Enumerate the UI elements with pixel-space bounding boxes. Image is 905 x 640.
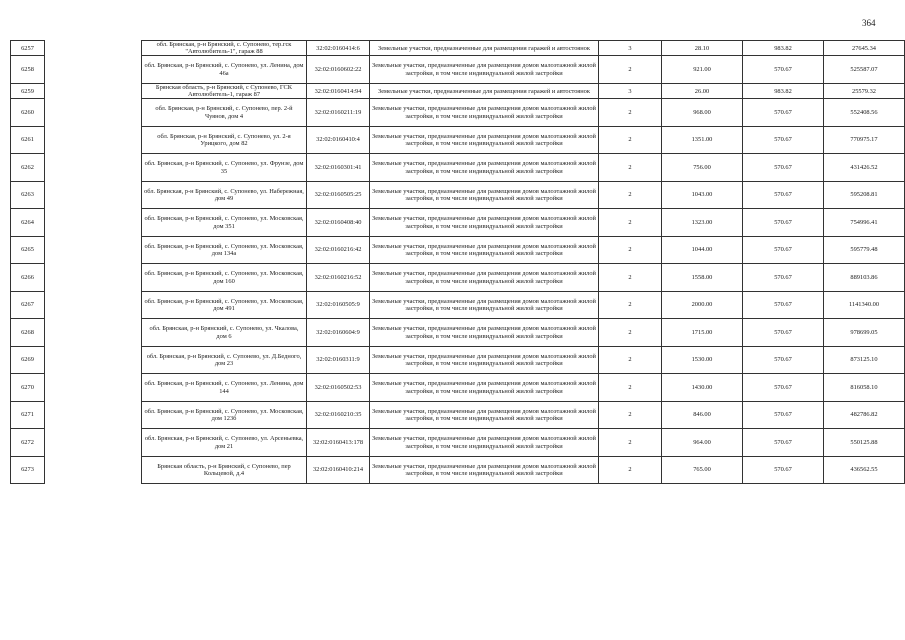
area-cell: 964.00 bbox=[662, 429, 743, 457]
table-body bbox=[11, 41, 905, 484]
group-cell: 2 bbox=[599, 319, 662, 347]
group-cell: 2 bbox=[599, 99, 662, 127]
cadastral-number-cell: 32:02:0160311:9 bbox=[307, 346, 370, 374]
row-number-cell: 6259 bbox=[11, 83, 45, 98]
unit-value-cell: 570.67 bbox=[743, 99, 824, 127]
group-cell: 2 bbox=[599, 56, 662, 84]
blank-cell bbox=[45, 374, 142, 402]
blank-cell bbox=[45, 319, 142, 347]
table-row bbox=[11, 264, 905, 292]
table-row bbox=[11, 456, 905, 484]
row-number-cell: 6265 bbox=[11, 236, 45, 264]
land-use-cell: Земельные участки, предназначенные для размещения домов малоэтажной жилой застройки, в том числе индивидуальной жилой застройки bbox=[370, 264, 599, 292]
blank-cell bbox=[45, 401, 142, 429]
cadastral-number-cell: 32:02:0160211:19 bbox=[307, 99, 370, 127]
blank-cell bbox=[45, 83, 142, 98]
land-registry-table bbox=[10, 40, 905, 484]
table-row bbox=[11, 56, 905, 84]
cadastral-number-cell: 32:02:0160216:42 bbox=[307, 236, 370, 264]
cadastral-number-cell: 32:02:0160210:35 bbox=[307, 401, 370, 429]
row-number-cell: 6261 bbox=[11, 126, 45, 154]
area-cell: 968.00 bbox=[662, 99, 743, 127]
row-number-cell: 6272 bbox=[11, 429, 45, 457]
blank-cell bbox=[45, 99, 142, 127]
table-row bbox=[11, 291, 905, 319]
unit-value-cell: 570.67 bbox=[743, 429, 824, 457]
area-cell: 28.10 bbox=[662, 41, 743, 56]
unit-value-cell: 570.67 bbox=[743, 456, 824, 484]
unit-value-cell: 570.67 bbox=[743, 264, 824, 292]
blank-cell bbox=[45, 126, 142, 154]
row-number-cell: 6258 bbox=[11, 56, 45, 84]
unit-value-cell: 570.67 bbox=[743, 346, 824, 374]
table-row bbox=[11, 83, 905, 98]
blank-cell bbox=[45, 346, 142, 374]
cadastral-value-cell: 754996.41 bbox=[824, 209, 905, 237]
unit-value-cell: 570.67 bbox=[743, 56, 824, 84]
area-cell: 1043.00 bbox=[662, 181, 743, 209]
blank-cell bbox=[45, 264, 142, 292]
cadastral-number-cell: 32:02:0160602:22 bbox=[307, 56, 370, 84]
land-use-cell: Земельные участки, предназначенные для размещения домов малоэтажной жилой застройки, в том числе индивидуальной жилой застройки bbox=[370, 126, 599, 154]
row-number-cell: 6270 bbox=[11, 374, 45, 402]
cadastral-number-cell: 32:02:0160502:53 bbox=[307, 374, 370, 402]
address-cell: обл. Брянская, р-н Брянский, с. Супонево, тер.гск "Автолюбитель-1", гараж 88 bbox=[142, 41, 307, 56]
group-cell: 2 bbox=[599, 374, 662, 402]
row-number-cell: 6266 bbox=[11, 264, 45, 292]
cadastral-value-cell: 552408.56 bbox=[824, 99, 905, 127]
land-use-cell: Земельные участки, предназначенные для размещения домов малоэтажной жилой застройки, в том числе индивидуальной жилой застройки bbox=[370, 374, 599, 402]
cadastral-value-cell: 1141340.00 bbox=[824, 291, 905, 319]
address-cell: обл. Брянская, р-н Брянский, с. Супонево, ул. Чкалова, дом 6 bbox=[142, 319, 307, 347]
cadastral-value-cell: 431426.52 bbox=[824, 154, 905, 182]
cadastral-value-cell: 978699.05 bbox=[824, 319, 905, 347]
table-row bbox=[11, 126, 905, 154]
address-cell: обл. Брянская, р-н Брянский, с. Супонево, ул. 2-я Урицкого, дом 82 bbox=[142, 126, 307, 154]
cadastral-number-cell: 32:02:0160216:52 bbox=[307, 264, 370, 292]
group-cell: 2 bbox=[599, 181, 662, 209]
cadastral-number-cell: 32:02:0160413:178 bbox=[307, 429, 370, 457]
cadastral-value-cell: 27645.34 bbox=[824, 41, 905, 56]
cadastral-value-cell: 525587.07 bbox=[824, 56, 905, 84]
area-cell: 1530.00 bbox=[662, 346, 743, 374]
group-cell: 2 bbox=[599, 209, 662, 237]
land-use-cell: Земельные участки, предназначенные для размещения домов малоэтажной жилой застройки, в том числе индивидуальной жилой застройки bbox=[370, 319, 599, 347]
area-cell: 1323.00 bbox=[662, 209, 743, 237]
cadastral-value-cell: 436562.55 bbox=[824, 456, 905, 484]
group-cell: 2 bbox=[599, 154, 662, 182]
blank-cell bbox=[45, 181, 142, 209]
unit-value-cell: 570.67 bbox=[743, 209, 824, 237]
land-use-cell: Земельные участки, предназначенные для размещения домов малоэтажной жилой застройки, в том числе индивидуальной жилой застройки bbox=[370, 56, 599, 84]
table-row bbox=[11, 374, 905, 402]
address-cell: Брянская область, р-н Брянский, с Супонево, пер Кольцевой, д.4 bbox=[142, 456, 307, 484]
row-number-cell: 6262 bbox=[11, 154, 45, 182]
group-cell: 3 bbox=[599, 41, 662, 56]
group-cell: 2 bbox=[599, 401, 662, 429]
row-number-cell: 6268 bbox=[11, 319, 45, 347]
cadastral-value-cell: 550125.88 bbox=[824, 429, 905, 457]
address-cell: Брянская область, р-н Брянский, с Супонево, ГСК Автолюбитель-1, гараж 87 bbox=[142, 83, 307, 98]
cadastral-number-cell: 32:02:0160505:9 bbox=[307, 291, 370, 319]
table-row bbox=[11, 236, 905, 264]
unit-value-cell: 570.67 bbox=[743, 154, 824, 182]
table-row bbox=[11, 154, 905, 182]
land-use-cell: Земельные участки, предназначенные для размещения домов малоэтажной жилой застройки, в том числе индивидуальной жилой застройки bbox=[370, 209, 599, 237]
group-cell: 2 bbox=[599, 126, 662, 154]
cadastral-number-cell: 32:02:0160301:41 bbox=[307, 154, 370, 182]
cadastral-value-cell: 889103.86 bbox=[824, 264, 905, 292]
group-cell: 2 bbox=[599, 236, 662, 264]
area-cell: 846.00 bbox=[662, 401, 743, 429]
group-cell: 3 bbox=[599, 83, 662, 98]
area-cell: 2000.00 bbox=[662, 291, 743, 319]
area-cell: 1351.00 bbox=[662, 126, 743, 154]
cadastral-number-cell: 32:02:0160408:40 bbox=[307, 209, 370, 237]
cadastral-number-cell: 32:02:0160505:25 bbox=[307, 181, 370, 209]
land-use-cell: Земельные участки, предназначенные для размещения домов малоэтажной жилой застройки, в том числе индивидуальной жилой застройки bbox=[370, 429, 599, 457]
land-use-cell: Земельные участки, предназначенные для размещения домов малоэтажной жилой застройки, в том числе индивидуальной жилой застройки bbox=[370, 99, 599, 127]
unit-value-cell: 983.82 bbox=[743, 83, 824, 98]
table-row bbox=[11, 99, 905, 127]
land-use-cell: Земельные участки, предназначенные для размещения домов малоэтажной жилой застройки, в том числе индивидуальной жилой застройки bbox=[370, 181, 599, 209]
blank-cell bbox=[45, 456, 142, 484]
blank-cell bbox=[45, 209, 142, 237]
area-cell: 1715.00 bbox=[662, 319, 743, 347]
land-use-cell: Земельные участки, предназначенные для размещения домов малоэтажной жилой застройки, в том числе индивидуальной жилой застройки bbox=[370, 456, 599, 484]
cadastral-value-cell: 595779.48 bbox=[824, 236, 905, 264]
row-number-cell: 6273 bbox=[11, 456, 45, 484]
land-use-cell: Земельные участки, предназначенные для размещения гаражей и автостоянок bbox=[370, 41, 599, 56]
land-use-cell: Земельные участки, предназначенные для размещения домов малоэтажной жилой застройки, в том числе индивидуальной жилой застройки bbox=[370, 401, 599, 429]
row-number-cell: 6269 bbox=[11, 346, 45, 374]
cadastral-value-cell: 816058.10 bbox=[824, 374, 905, 402]
address-cell: обл. Брянская, р-н Брянский, с. Супонево, ул. Московская, дом 351 bbox=[142, 209, 307, 237]
row-number-cell: 6263 bbox=[11, 181, 45, 209]
address-cell: обл. Брянская, р-н Брянский, с. Супонево, ул. Набережная, дом 49 bbox=[142, 181, 307, 209]
group-cell: 2 bbox=[599, 291, 662, 319]
address-cell: обл. Брянская, р-н Брянский, с. Супонево, ул. Ленина, дом 144 bbox=[142, 374, 307, 402]
blank-cell bbox=[45, 41, 142, 56]
unit-value-cell: 570.67 bbox=[743, 401, 824, 429]
address-cell: обл. Брянская, р-н Брянский, с. Супонево, ул. Д.Бедного, дом 23 bbox=[142, 346, 307, 374]
table-row bbox=[11, 346, 905, 374]
address-cell: обл. Брянская, р-н Брянский, с. Супонево, ул. Московская, дом 491 bbox=[142, 291, 307, 319]
area-cell: 1430.00 bbox=[662, 374, 743, 402]
land-use-cell: Земельные участки, предназначенные для размещения домов малоэтажной жилой застройки, в том числе индивидуальной жилой застройки bbox=[370, 346, 599, 374]
address-cell: обл. Брянская, р-н Брянский, с. Супонево, ул. Московская, дом 123б bbox=[142, 401, 307, 429]
table-row bbox=[11, 181, 905, 209]
blank-cell bbox=[45, 291, 142, 319]
row-number-cell: 6264 bbox=[11, 209, 45, 237]
unit-value-cell: 983.82 bbox=[743, 41, 824, 56]
area-cell: 1044.00 bbox=[662, 236, 743, 264]
unit-value-cell: 570.67 bbox=[743, 319, 824, 347]
land-use-cell: Земельные участки, предназначенные для размещения домов малоэтажной жилой застройки, в том числе индивидуальной жилой застройки bbox=[370, 236, 599, 264]
area-cell: 765.00 bbox=[662, 456, 743, 484]
blank-cell bbox=[45, 56, 142, 84]
row-number-cell: 6267 bbox=[11, 291, 45, 319]
cadastral-number-cell: 32:02:0160410:4 bbox=[307, 126, 370, 154]
cadastral-number-cell: 32:02:0160410:214 bbox=[307, 456, 370, 484]
unit-value-cell: 570.67 bbox=[743, 291, 824, 319]
land-use-cell: Земельные участки, предназначенные для размещения гаражей и автостоянок bbox=[370, 83, 599, 98]
unit-value-cell: 570.67 bbox=[743, 374, 824, 402]
area-cell: 921.00 bbox=[662, 56, 743, 84]
table-row bbox=[11, 401, 905, 429]
unit-value-cell: 570.67 bbox=[743, 126, 824, 154]
area-cell: 756.00 bbox=[662, 154, 743, 182]
area-cell: 1558.00 bbox=[662, 264, 743, 292]
unit-value-cell: 570.67 bbox=[743, 181, 824, 209]
area-cell: 26.00 bbox=[662, 83, 743, 98]
cadastral-number-cell: 32:02:0160604:9 bbox=[307, 319, 370, 347]
address-cell: обл. Брянская, р-н Брянский, с. Супонево, пер. 2-й Чуянов, дом 4 bbox=[142, 99, 307, 127]
address-cell: обл. Брянская, р-н Брянский, с. Супонево, ул. Московская, дом 134а bbox=[142, 236, 307, 264]
land-use-cell: Земельные участки, предназначенные для размещения домов малоэтажной жилой застройки, в том числе индивидуальной жилой застройки bbox=[370, 154, 599, 182]
blank-cell bbox=[45, 154, 142, 182]
address-cell: обл. Брянская, р-н Брянский, с. Супонево, ул. Московская, дом 160 bbox=[142, 264, 307, 292]
table-row bbox=[11, 319, 905, 347]
table-row bbox=[11, 41, 905, 56]
table-row bbox=[11, 209, 905, 237]
unit-value-cell: 570.67 bbox=[743, 236, 824, 264]
blank-cell bbox=[45, 236, 142, 264]
cadastral-value-cell: 873125.10 bbox=[824, 346, 905, 374]
address-cell: обл. Брянская, р-н Брянский, с. Супонево, ул. Фрунзе, дом 35 bbox=[142, 154, 307, 182]
address-cell: обл. Брянская, р-н Брянский, с. Супонево, ул. Арсеньевка, дом 21 bbox=[142, 429, 307, 457]
cadastral-value-cell: 25579.32 bbox=[824, 83, 905, 98]
cadastral-value-cell: 482786.82 bbox=[824, 401, 905, 429]
row-number-cell: 6271 bbox=[11, 401, 45, 429]
group-cell: 2 bbox=[599, 264, 662, 292]
cadastral-value-cell: 770975.17 bbox=[824, 126, 905, 154]
row-number-cell: 6257 bbox=[11, 41, 45, 56]
group-cell: 2 bbox=[599, 429, 662, 457]
table-row bbox=[11, 429, 905, 457]
group-cell: 2 bbox=[599, 346, 662, 374]
address-cell: обл. Брянская, р-н Брянский, с. Супонево, ул. Ленина, дом 46а bbox=[142, 56, 307, 84]
land-use-cell: Земельные участки, предназначенные для размещения домов малоэтажной жилой застройки, в том числе индивидуальной жилой застройки bbox=[370, 291, 599, 319]
group-cell: 2 bbox=[599, 456, 662, 484]
page-number: 364 bbox=[862, 18, 876, 28]
blank-cell bbox=[45, 429, 142, 457]
cadastral-number-cell: 32:02:0160414:94 bbox=[307, 83, 370, 98]
row-number-cell: 6260 bbox=[11, 99, 45, 127]
cadastral-number-cell: 32:02:0160414:6 bbox=[307, 41, 370, 56]
cadastral-value-cell: 595208.81 bbox=[824, 181, 905, 209]
